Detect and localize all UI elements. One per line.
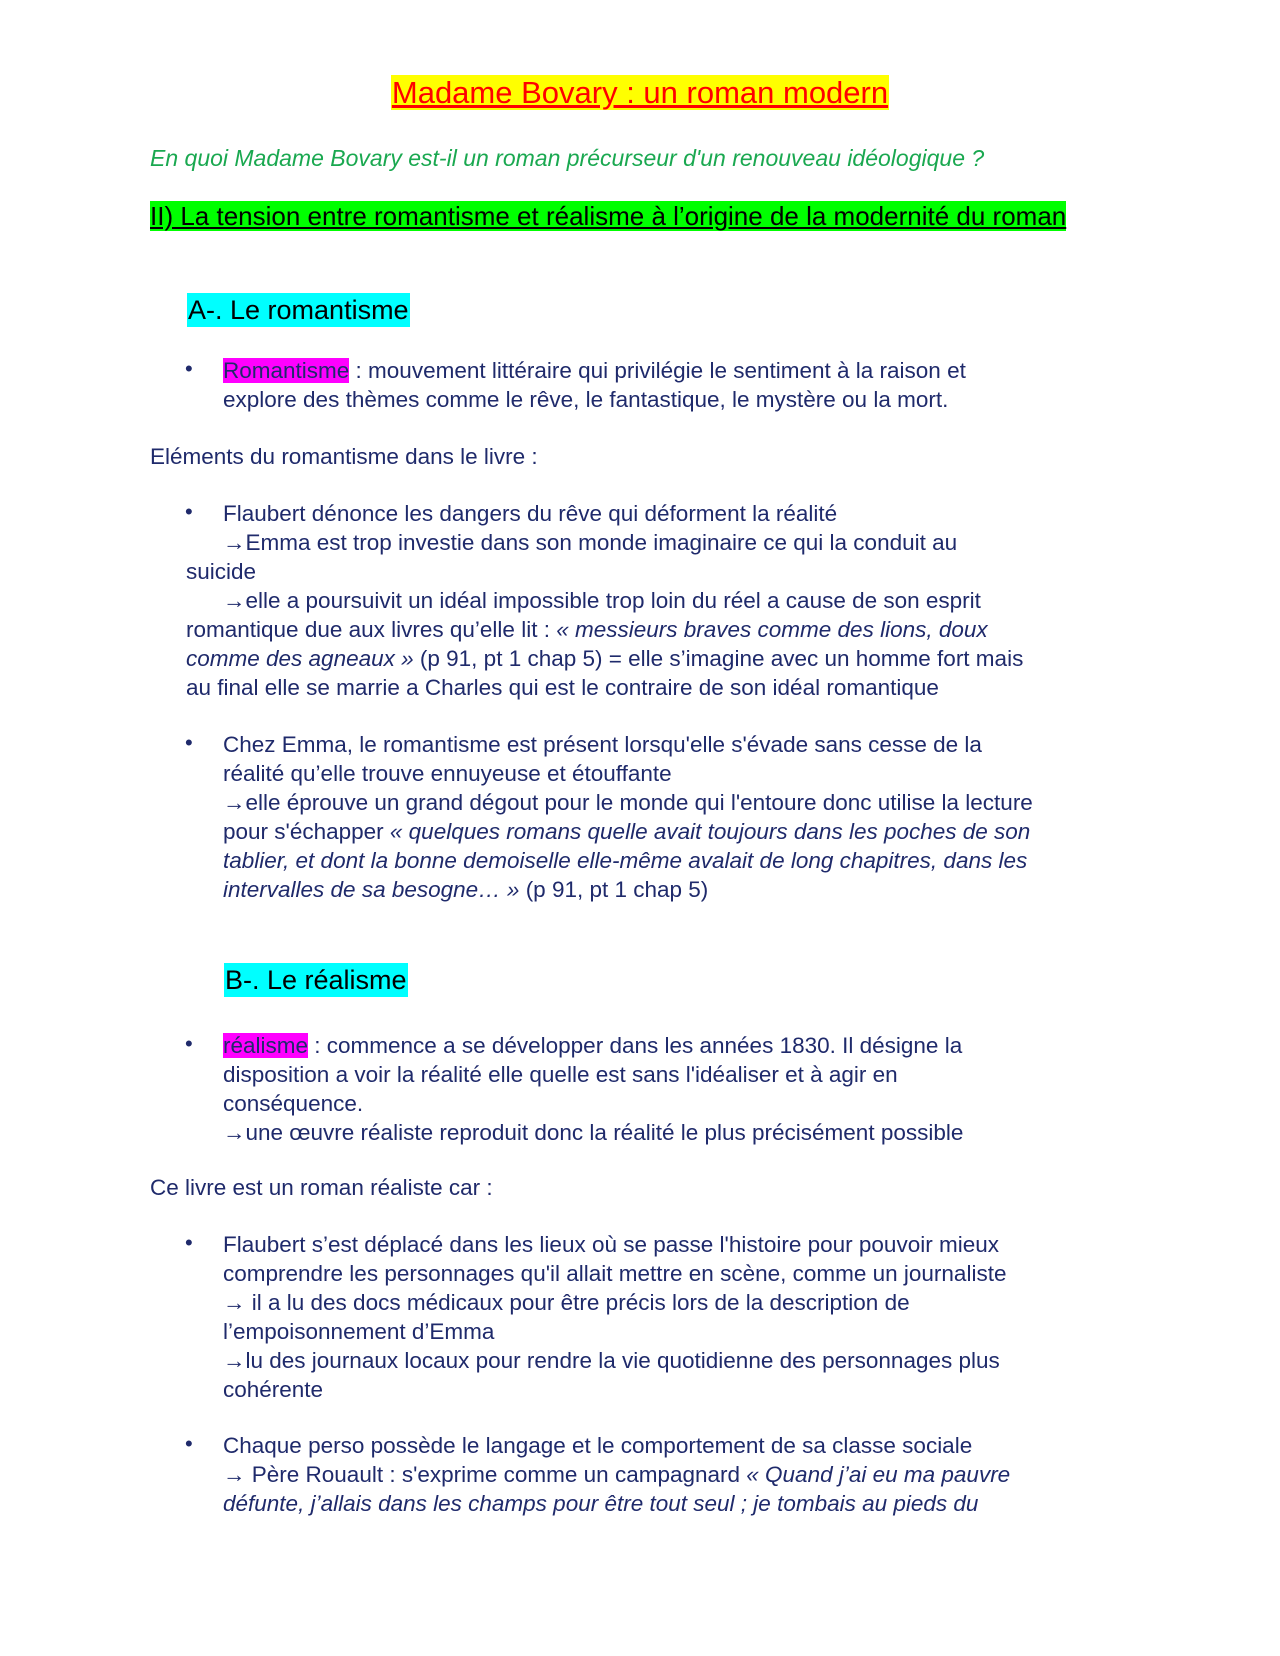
realisme-bullet1-line5: →lu des journaux locaux pour rendre la vie quotidienne des personnages plus (223, 1348, 1000, 1373)
realisme-bullet1-line3: → il a lu des docs médicaux pour être précis lors de la description de (223, 1290, 910, 1315)
realisme-definition-line3: conséquence. (223, 1091, 364, 1116)
romantisme-bullet1-line2: →Emma est trop investie dans son monde imaginaire ce qui la conduit au (223, 530, 958, 555)
section-heading: II) La tension entre romantisme et réalisme à l’origine de la modernité du roman (150, 201, 1067, 231)
quote: comme des agneaux » (186, 646, 414, 671)
romantisme-definition: Romantisme : mouvement littéraire qui privilégie le sentiment à la raison et (223, 358, 966, 383)
romantisme-bullet1-line4: →elle a poursuivit un idéal impossible trop loin du réel a cause de son esprit (223, 588, 981, 613)
bullet-marker: • (185, 1031, 193, 1056)
realisme-bullet1-line4: l’empoisonnement d’Emma (223, 1319, 495, 1344)
subheading-romantisme: A-. Le romantisme (188, 295, 409, 325)
quote: intervalles de sa besogne… » (223, 877, 520, 902)
problematic-question: En quoi Madame Bovary est-il un roman précurseur d'un renouveau idéologique ? (150, 145, 985, 171)
realisme-definition-line2: disposition a voir la réalité elle quelle est sans l'idéaliser et à agir en (223, 1062, 898, 1087)
quote: « Quand j’ai eu ma pauvre (746, 1462, 1011, 1487)
realisme-bullet1-line2: comprendre les personnages qu'il allait mettre en scène, comme un journaliste (223, 1261, 1007, 1286)
realisme-bullet1-line6: cohérente (223, 1377, 324, 1402)
realisme-definition-line4: →une œuvre réaliste reproduit donc la réalité le plus précisément possible (223, 1120, 964, 1145)
romantisme-bullet2-line1: Chez Emma, le romantisme est présent lorsqu'elle s'évade sans cesse de la (223, 732, 982, 757)
realisme-intro: Ce livre est un roman réaliste car : (150, 1175, 493, 1200)
quote: « messieurs braves comme des lions, doux (556, 617, 988, 642)
bullet-marker: • (185, 730, 193, 755)
realisme-bullet2-line3 (223, 1489, 978, 1518)
realisme-definition: réalisme : commence a se développer dans les années 1830. Il désigne la (223, 1033, 963, 1058)
romantisme-elements-intro: Eléments du romantisme dans le livre : (150, 444, 538, 469)
romantisme-bullet1-line5: romantique due aux livres qu’elle lit : « messieurs braves comme des lions, doux (186, 617, 988, 642)
romantisme-bullet2-line2: réalité qu’elle trouve ennuyeuse et étouffante (223, 761, 672, 786)
romantisme-bullet1-line3: suicide (186, 559, 257, 584)
romantisme-definition-line2: explore des thèmes comme le rêve, le fantastique, le mystère ou la mort. (223, 387, 949, 412)
realisme-bullet2-line1: Chaque perso possède le langage et le comportement de sa classe sociale (223, 1433, 973, 1458)
realisme-bullet1-line1: Flaubert s’est déplacé dans les lieux où se passe l'histoire pour pouvoir mieux (223, 1232, 999, 1257)
romantisme-bullet2-line5 (223, 846, 1027, 875)
romantisme-bullet2-line6: intervalles de sa besogne… » (p 91, pt 1 chap 5) (223, 877, 709, 902)
romantisme-bullet2-line4: pour s'échapper « quelques romans quelle avait toujours dans les poches de son (223, 819, 1031, 844)
bullet-marker: • (185, 1431, 193, 1456)
romantisme-bullet2-line3: →elle éprouve un grand dégout pour le monde qui l'entoure donc utilise la lecture (223, 790, 1033, 815)
bullet-marker: • (185, 499, 193, 524)
quote: tablier, et dont la bonne demoiselle elle-même avalait de long chapitres, dans les (223, 848, 1028, 873)
quote: défunte, j’allais dans les champs pour être tout seul ; je tombais au pieds du (223, 1491, 979, 1516)
term-realisme: réalisme (223, 1033, 309, 1058)
subheading-realisme: B-. Le réalisme (225, 965, 407, 995)
term-romantisme: Romantisme (223, 358, 350, 383)
realisme-bullet2-line2: → Père Rouault : s'exprime comme un campagnard « Quand j’ai eu ma pauvre (223, 1462, 1011, 1487)
bullet-marker: • (185, 1230, 193, 1255)
bullet-marker: • (185, 356, 193, 381)
romantisme-bullet1-line7: au final elle se marrie a Charles qui est le contraire de son idéal romantique (186, 675, 939, 700)
romantisme-bullet1-line1: Flaubert dénonce les dangers du rêve qui déforment la réalité (223, 501, 838, 526)
romantisme-bullet1-line6: comme des agneaux » (p 91, pt 1 chap 5) = elle s’imagine avec un homme fort mais (186, 646, 1024, 671)
document-title: Madame Bovary : un roman modern (391, 75, 889, 110)
quote: « quelques romans quelle avait toujours dans les poches de son (389, 819, 1031, 844)
